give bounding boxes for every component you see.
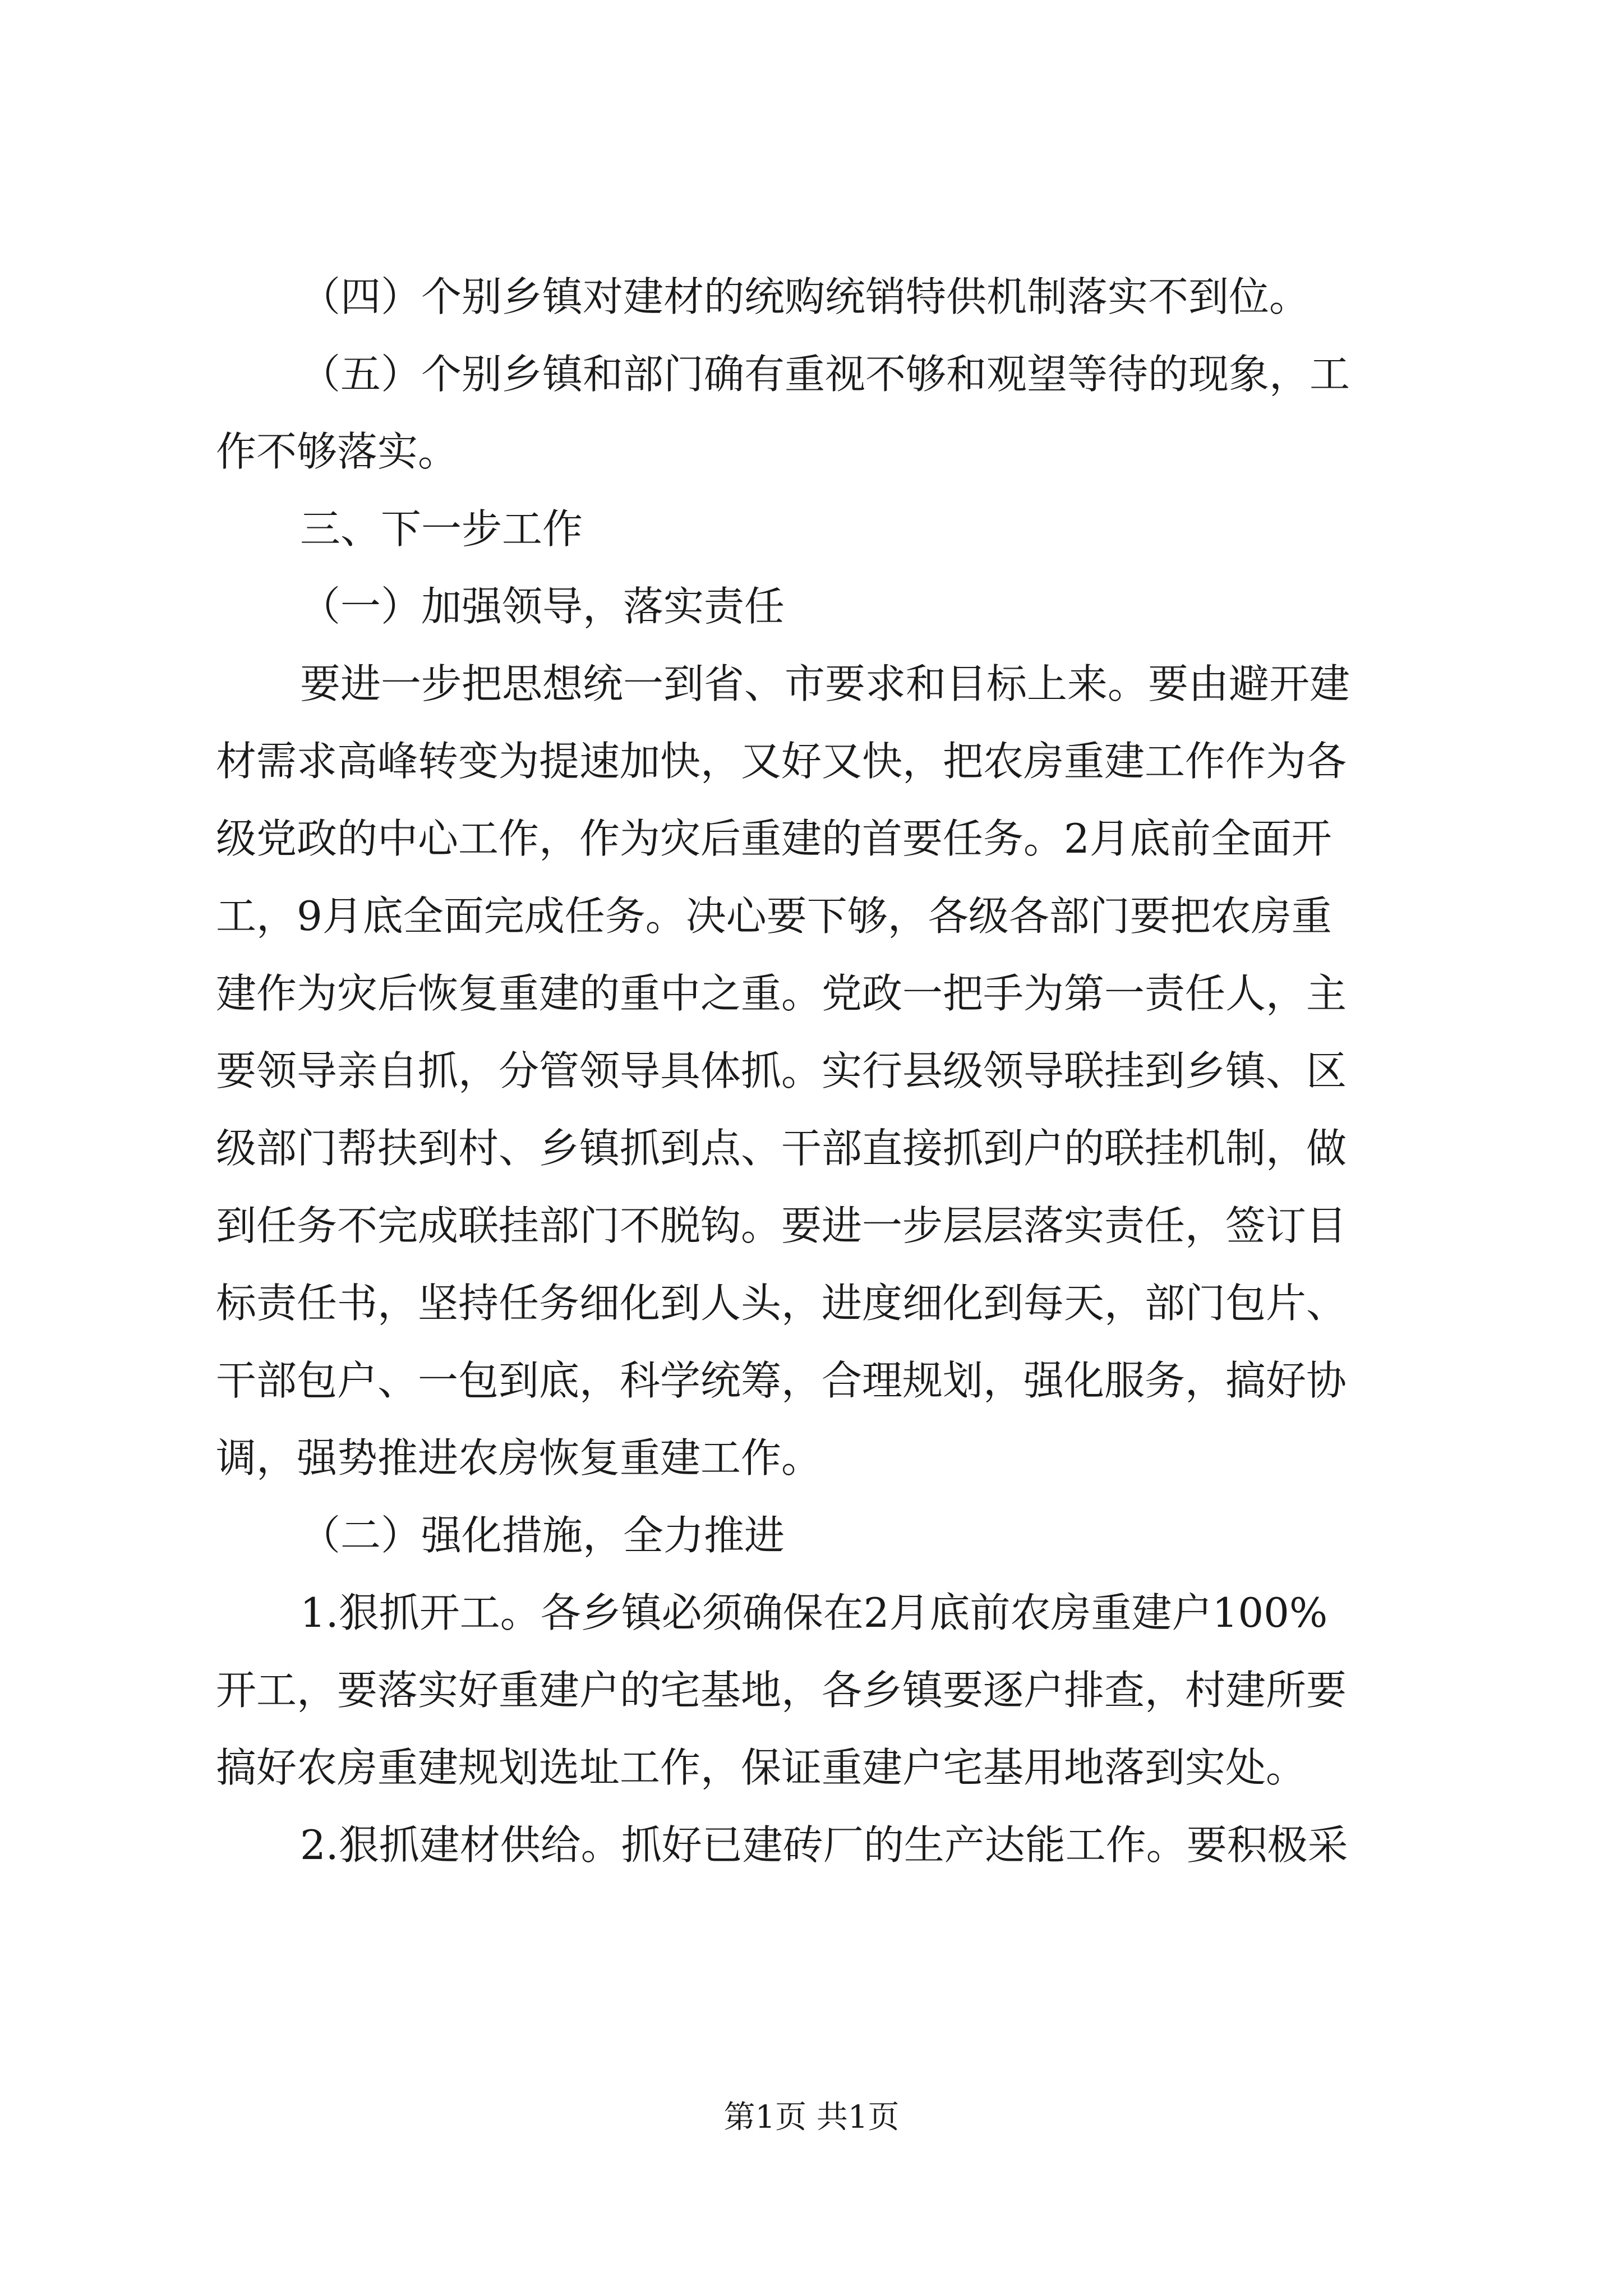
paragraph-line: （五）个别乡镇和部门确有重视不够和观望等待的现象，工 — [300, 351, 1350, 398]
page-footer: 第1页 共1页 — [723, 2099, 900, 2136]
paragraph-line: 到任务不完成联挂部门不脱钩。要进一步层层落实责任，签订目 — [216, 1202, 1347, 1249]
paragraph-line: 级党政的中心工作，作为灾后重建的首要任务。2月底前全面开 — [216, 815, 1332, 862]
paragraph-line: 要领导亲自抓，分管领导具体抓。实行县级领导联挂到乡镇、区 — [216, 1047, 1347, 1094]
paragraph-line: 工，9月底全面完成任务。决心要下够，各级各部门要把农房重 — [216, 892, 1332, 940]
paragraph-line: 建作为灾后恢复重建的重中之重。党政一把手为第一责任人，主 — [216, 970, 1347, 1017]
paragraph-line: 开工，要落实好重建户的宅基地，各乡镇要逐户排查，村建所要 — [216, 1667, 1347, 1714]
subsection-heading: （二）强化措施，全力推进 — [300, 1512, 785, 1559]
paragraph-line: 干部包户、一包到底，科学统筹，合理规划，强化服务，搞好协 — [216, 1357, 1347, 1404]
section-heading: 三、下一步工作 — [300, 505, 583, 553]
document-body — [216, 258, 1422, 1884]
paragraph-line: 1.狠抓开工。各乡镇必须确保在2月底前农房重建户100% — [300, 1589, 1328, 1636]
paragraph-line: 2.狠抓建材供给。抓好已建砖厂的生产达能工作。要积极采 — [300, 1821, 1348, 1869]
paragraph-line: 调，强势推进农房恢复重建工作。 — [216, 1434, 822, 1481]
paragraph-line: 作不够落实。 — [216, 428, 459, 475]
subsection-heading: （一）加强领导，落实责任 — [300, 583, 785, 630]
paragraph-line: 级部门帮扶到村、乡镇抓到点、干部直接抓到户的联挂机制，做 — [216, 1125, 1347, 1172]
paragraph-line: 搞好农房重建规划选址工作，保证重建户宅基用地落到实处。 — [216, 1744, 1307, 1791]
paragraph-line: 材需求高峰转变为提速加快，又好又快，把农房重建工作作为各 — [216, 738, 1347, 785]
paragraph-line: （四）个别乡镇对建材的统购统销特供机制落实不到位。 — [300, 273, 1310, 320]
paragraph-line: 要进一步把思想统一到省、市要求和目标上来。要由避开建 — [300, 660, 1350, 707]
paragraph-line: 标责任书，坚持任务细化到人头，进度细化到每天，部门包片、 — [216, 1280, 1347, 1327]
